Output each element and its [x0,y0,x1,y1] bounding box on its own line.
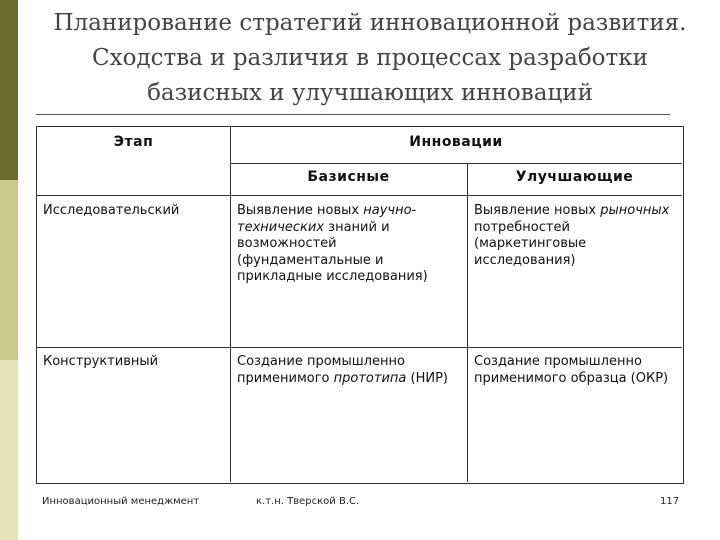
title-line-2: Сходства и различия в процессах разработки [92,45,648,71]
header-improving: Улучшающие [515,169,634,185]
title-line-3: базисных и улучшающих инноваций [147,80,593,106]
row-research-basic [237,203,465,286]
side-bar-light [0,360,18,540]
header-stage: Этап [113,134,154,150]
text-part: потребностей (маркетинговые исследования) [474,219,587,268]
text-part: Создание промышленно применимого образца (ОКР) [474,354,669,386]
title-line-1: Планирование стратегий инновационной развития. [53,10,687,36]
text-part: Создание промышленно применимого [237,354,405,386]
slide-title [30,6,710,111]
text-part: Выявление новых [474,203,601,218]
text-emphasis: рыночных [600,203,670,218]
row-stage-constructive: Конструктивный [43,354,159,369]
footer-author: к.т.н. Тверской В.С. [256,496,360,507]
footer-course: Инновационный менеджмент [42,496,200,507]
row-constructive-basic [237,354,465,387]
header-divider [37,195,682,196]
text-emphasis: научно-технических [237,203,417,235]
comparison-table [36,126,684,484]
side-bar-mid [0,180,18,360]
header-innovations: Инновации [409,134,503,150]
text-part: знаний и возможностей (фундаментальные и прикладные исследования) [237,219,428,284]
row-stage-research: Исследовательский [43,203,180,218]
column-divider-basic [467,163,468,482]
footer-page-number: 117 [660,496,680,507]
text-part: Выявление новых [237,203,364,218]
text-emphasis: прототипа [333,370,407,386]
header-basic: Базисные [307,169,390,185]
side-bar-dark [0,0,18,180]
text-part: (НИР) [406,370,448,386]
header-divider-sub [230,163,682,164]
title-divider [36,114,670,115]
row-divider [37,347,682,348]
row-constructive-improving [474,354,679,387]
row-research-improving [474,203,679,269]
